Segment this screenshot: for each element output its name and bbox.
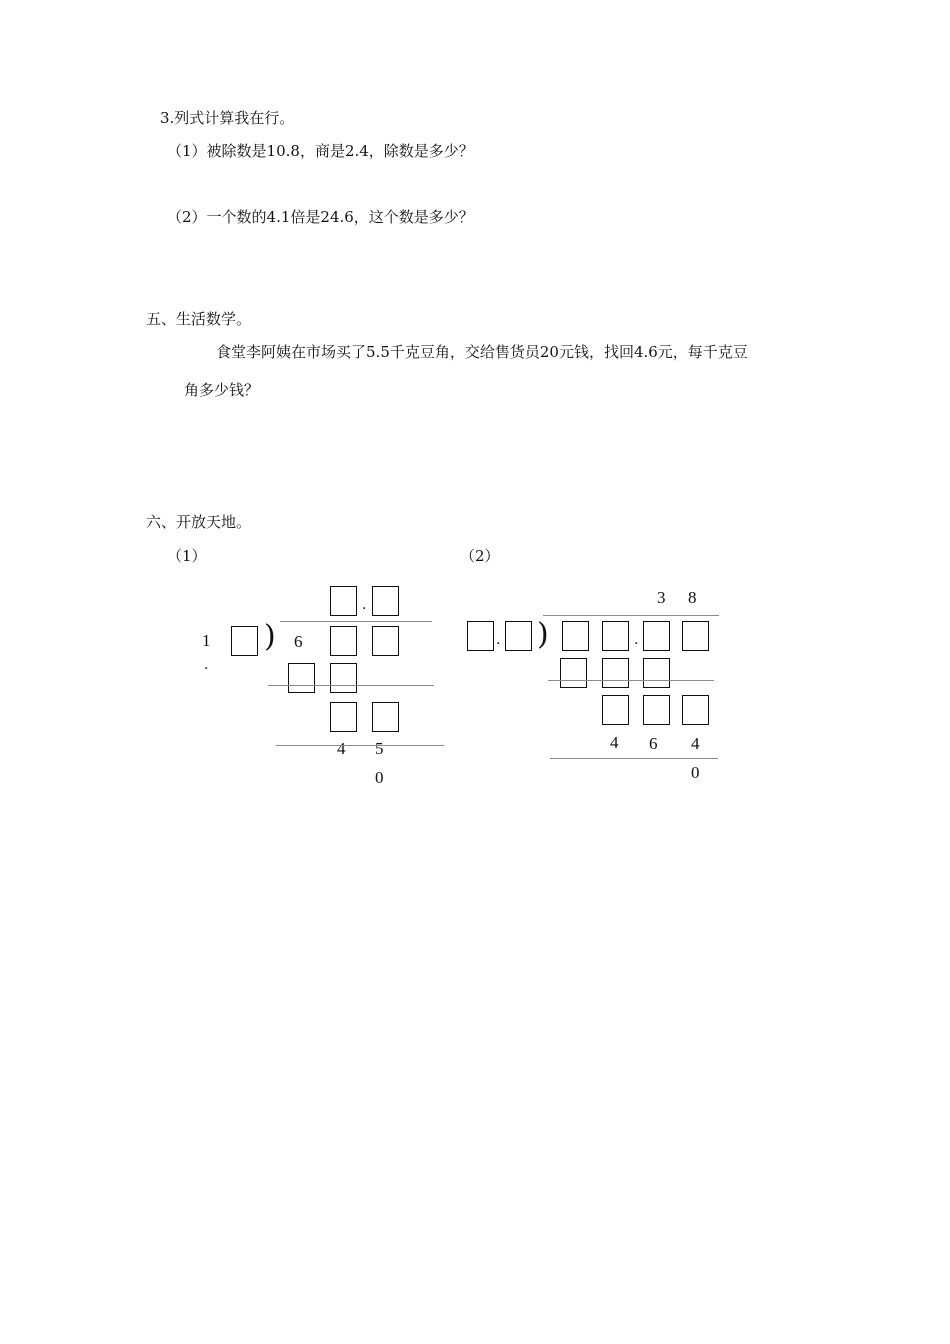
quotient-digit: 8: [688, 588, 697, 607]
puzzle-2-label: （2）: [460, 547, 500, 565]
divisor-blank-box[interactable]: [505, 621, 532, 651]
divisor-blank-box[interactable]: [467, 621, 494, 651]
dividend-blank-box[interactable]: [643, 621, 670, 651]
product-blank-box[interactable]: [643, 658, 670, 688]
dividend-digit: 6: [294, 632, 303, 651]
division-bracket: ): [264, 619, 276, 654]
remainder-blank-box[interactable]: [372, 702, 399, 732]
subtraction-line: [276, 745, 444, 746]
quotient-decimal-point: .: [362, 597, 367, 613]
divisor-decimal-point: .: [204, 657, 209, 673]
quotient-digit: 3: [657, 588, 666, 607]
dividend-blank-box[interactable]: [330, 626, 357, 656]
product-digit: 4: [610, 733, 619, 752]
puzzle-1-label: （1）: [167, 547, 207, 565]
section-6-title: 六、开放天地。: [146, 513, 252, 531]
word-problem-line-1: 食堂李阿姨在市场买了5.5千克豆角，交给售货员20元钱，找回4.6元，每千克豆: [216, 343, 748, 361]
product-blank-box[interactable]: [330, 663, 357, 693]
divisor-decimal-point: .: [496, 632, 501, 648]
subtraction-line: [268, 685, 434, 686]
section-3-title: 3.列式计算我在行。: [160, 109, 295, 127]
remainder-blank-box[interactable]: [330, 702, 357, 732]
dividend-blank-box[interactable]: [602, 621, 629, 651]
final-remainder: 0: [375, 768, 384, 787]
division-bar: [280, 621, 432, 622]
product-digit: 4: [337, 739, 346, 758]
product-digit: 6: [649, 734, 658, 753]
word-problem-line-2: 角多少钱？: [184, 381, 260, 399]
product-blank-box[interactable]: [288, 663, 315, 693]
remainder-blank-box[interactable]: [682, 695, 709, 725]
product-blank-box[interactable]: [560, 658, 587, 688]
division-bracket: ): [537, 617, 549, 652]
product-blank-box[interactable]: [602, 658, 629, 688]
product-digit: 5: [375, 739, 384, 758]
quotient-blank-box[interactable]: [372, 586, 399, 616]
dividend-blank-box[interactable]: [372, 626, 399, 656]
final-remainder: 0: [691, 763, 700, 782]
subtraction-line: [550, 758, 718, 759]
division-bar: [543, 615, 719, 616]
remainder-blank-box[interactable]: [602, 695, 629, 725]
subtraction-line: [548, 680, 714, 681]
question-3-1: （1）被除数是10.8，商是2.4，除数是多少？: [167, 142, 474, 160]
quotient-blank-box[interactable]: [330, 586, 357, 616]
question-3-2: （2）一个数的4.1倍是24.6，这个数是多少？: [167, 208, 474, 226]
divisor-blank-box[interactable]: [231, 626, 258, 656]
remainder-blank-box[interactable]: [643, 695, 670, 725]
product-digit: 4: [691, 734, 700, 753]
dividend-decimal-point: .: [634, 632, 639, 648]
section-5-title: 五、生活数学。: [146, 310, 252, 328]
dividend-blank-box[interactable]: [682, 621, 709, 651]
dividend-blank-box[interactable]: [562, 621, 589, 651]
divisor-digit: 1: [202, 631, 211, 650]
